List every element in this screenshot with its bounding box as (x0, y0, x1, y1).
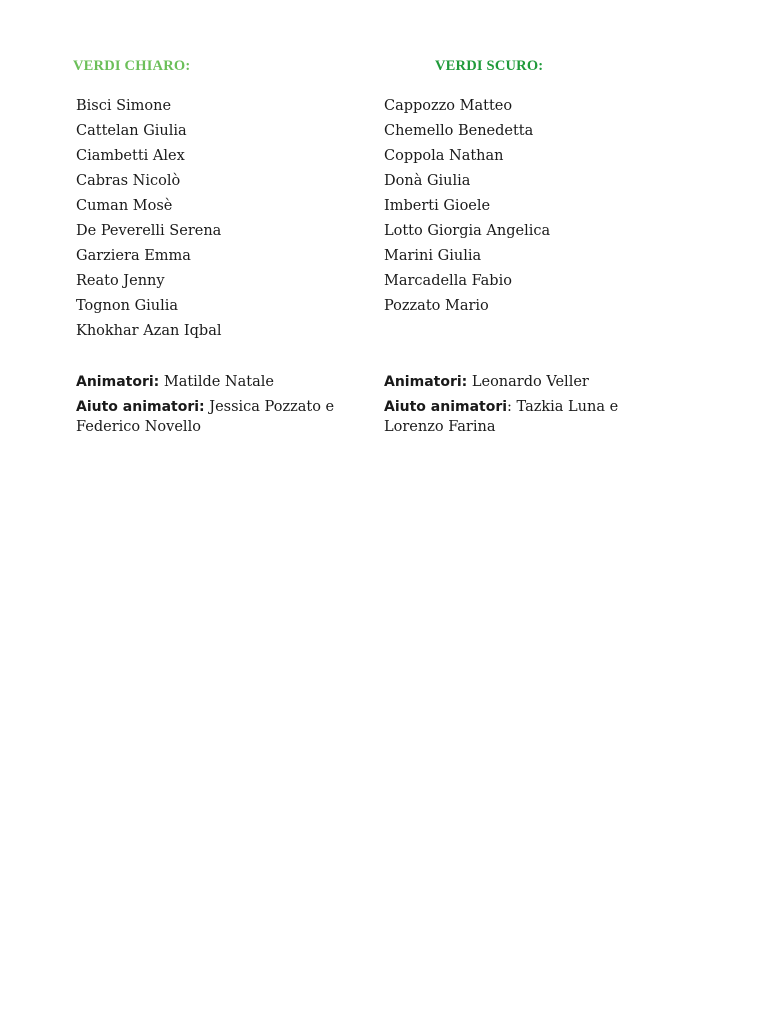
member-name: Bisci Simone (76, 98, 172, 114)
member-list (76, 96, 222, 346)
member-name: Reato Jenny (76, 273, 165, 289)
member-name: Cuman Mosè (76, 198, 173, 214)
helpers-line (76, 397, 366, 437)
helpers-value: Jessica Pozzato e Federico Novello (76, 399, 335, 435)
member-name: Cattelan Giulia (76, 123, 187, 139)
member-name: Marcadella Fabio (384, 273, 512, 289)
member-name: De Peverelli Serena (76, 223, 222, 239)
member-name: Imberti Gioele (384, 198, 491, 214)
member-name: Ciambetti Alex (76, 148, 185, 164)
member-name: Garziera Emma (76, 248, 191, 264)
animators-value: Matilde Natale (159, 374, 274, 390)
member-name: Lotto Giorgia Angelica (384, 223, 551, 239)
helpers-value: : Tazkia Luna e Lorenzo Farina (384, 399, 619, 435)
animators-line (384, 372, 674, 392)
member-name: Coppola Nathan (384, 148, 504, 164)
member-name: Tognon Giulia (76, 298, 179, 314)
member-name: Marini Giulia (384, 248, 482, 264)
helpers-label: Aiuto animatori (384, 399, 508, 415)
member-name: Pozzato Mario (384, 298, 489, 314)
team-title: VERDI CHIARO: (73, 58, 191, 74)
member-list (384, 96, 550, 321)
animators-label: Animatori: (384, 374, 468, 390)
member-name: Cabras Nicolò (76, 173, 181, 189)
animators-line (76, 372, 366, 392)
animators-value: Leonardo Veller (467, 374, 589, 390)
animators-label: Animatori: (76, 374, 160, 390)
member-name: Chemello Benedetta (384, 123, 534, 139)
helpers-line (384, 397, 674, 437)
helpers-label: Aiuto animatori: (76, 399, 205, 415)
member-name: Cappozzo Matteo (384, 98, 513, 114)
staff-block (76, 372, 366, 437)
member-name: Donà Giulia (384, 173, 471, 189)
staff-block (384, 372, 674, 437)
member-name: Khokhar Azan Iqbal (76, 323, 222, 339)
team-title: VERDI SCURO: (435, 58, 544, 74)
